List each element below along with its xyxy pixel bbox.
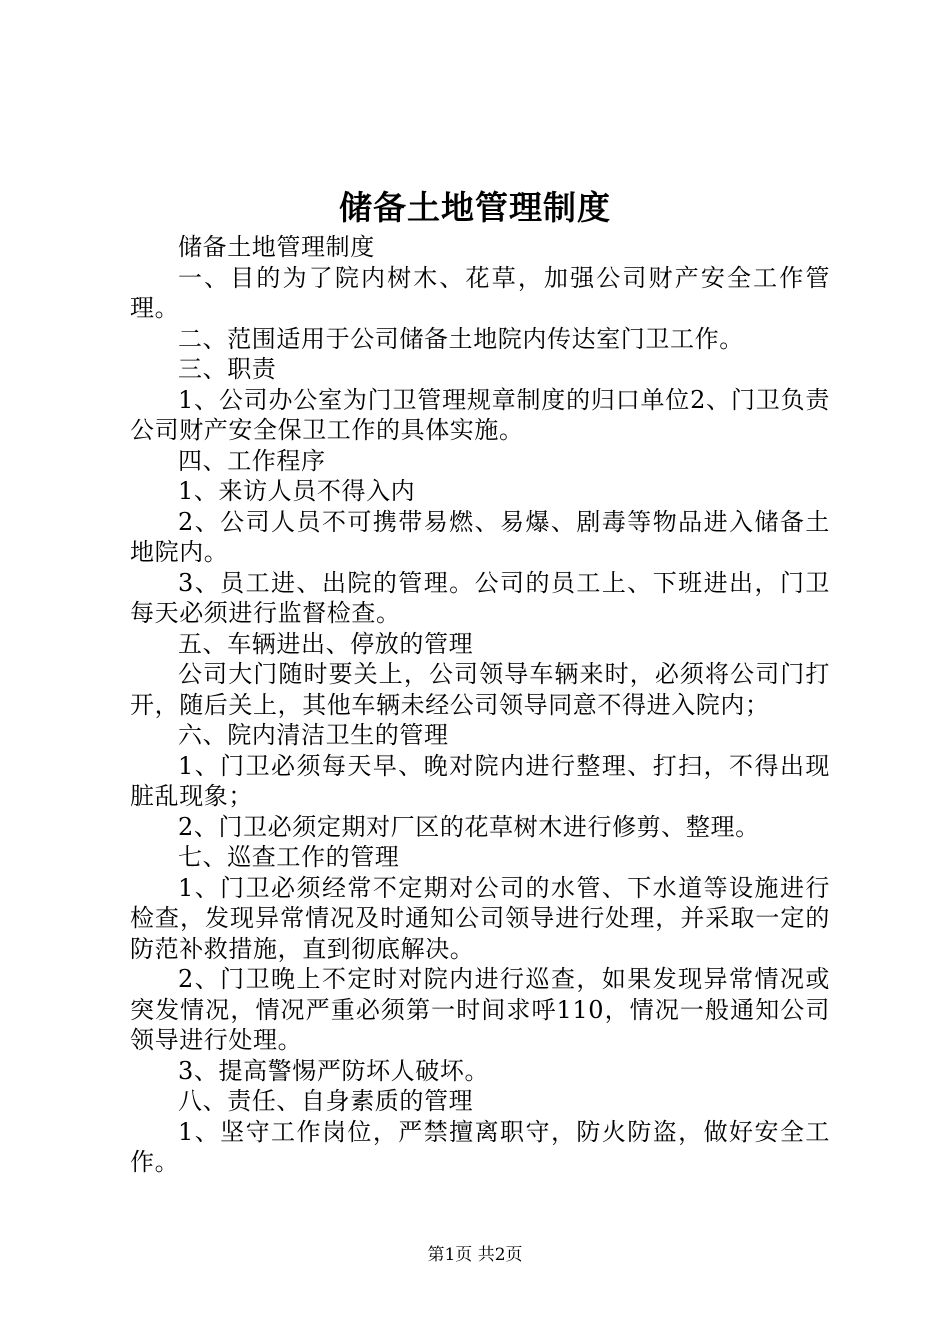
paragraph: 3、提高警惕严防坏人破坏。 [178, 1056, 490, 1085]
paragraph: 2、门卫必须定期对厂区的花草树木进行修剪、整理。 [178, 812, 760, 841]
paragraph: 储备土地管理制度 [178, 233, 375, 261]
paragraph: 2、门卫晚上不定时对院内进行巡查，如果发现异常情况或突发情况，情况严重必须第一时间求呼110，情况一般通知公司领导进行处理。 [130, 965, 830, 1054]
paragraph: 八、责任、自身素质的管理 [178, 1087, 474, 1115]
paragraph: 三、职责 [178, 355, 277, 383]
paragraph: 公司大门随时要关上，公司领导车辆来时，必须将公司门打开，随后关上，其他车辆未经公司领导同意不得进入院内； [130, 660, 830, 719]
paragraph: 一、目的为了院内树木、花草，加强公司财产安全工作管理。 [130, 263, 830, 322]
paragraph: 2、公司人员不可携带易燃、易爆、剧毒等物品进入储备土地院内。 [130, 507, 830, 566]
paragraph: 1、门卫必须每天早、晚对院内进行整理、打扫，不得出现脏乱现象； [130, 751, 830, 810]
paragraph: 3、员工进、出院的管理。公司的员工上、下班进出，门卫每天必须进行监督检查。 [130, 568, 830, 627]
paragraph: 1、公司办公室为门卫管理规章制度的归口单位2、门卫负责公司财产安全保卫工作的具体实施。 [130, 385, 830, 444]
paragraph: 四、工作程序 [178, 446, 326, 475]
paragraph: 1、来访人员不得入内 [178, 477, 416, 505]
paragraph: 五、车辆进出、停放的管理 [178, 629, 474, 658]
paragraph: 七、巡查工作的管理 [178, 843, 400, 871]
document-body [130, 232, 830, 1178]
page-footer: 第1页 共2页 [427, 1245, 523, 1265]
paragraph: 1、坚守工作岗位，严禁擅离职守，防火防盗，做好安全工作。 [130, 1117, 830, 1176]
paragraph: 1、门卫必须经常不定期对公司的水管、下水道等设施进行检查，发现异常情况及时通知公司领导进行处理，并采取一定的防范补救措施，直到彻底解决。 [130, 873, 830, 963]
paragraph: 二、范围适用于公司储备土地院内传达室门卫工作。 [178, 324, 744, 353]
document-title: 储备土地管理制度 [339, 188, 611, 227]
paragraph: 六、院内清洁卫生的管理 [178, 721, 449, 749]
